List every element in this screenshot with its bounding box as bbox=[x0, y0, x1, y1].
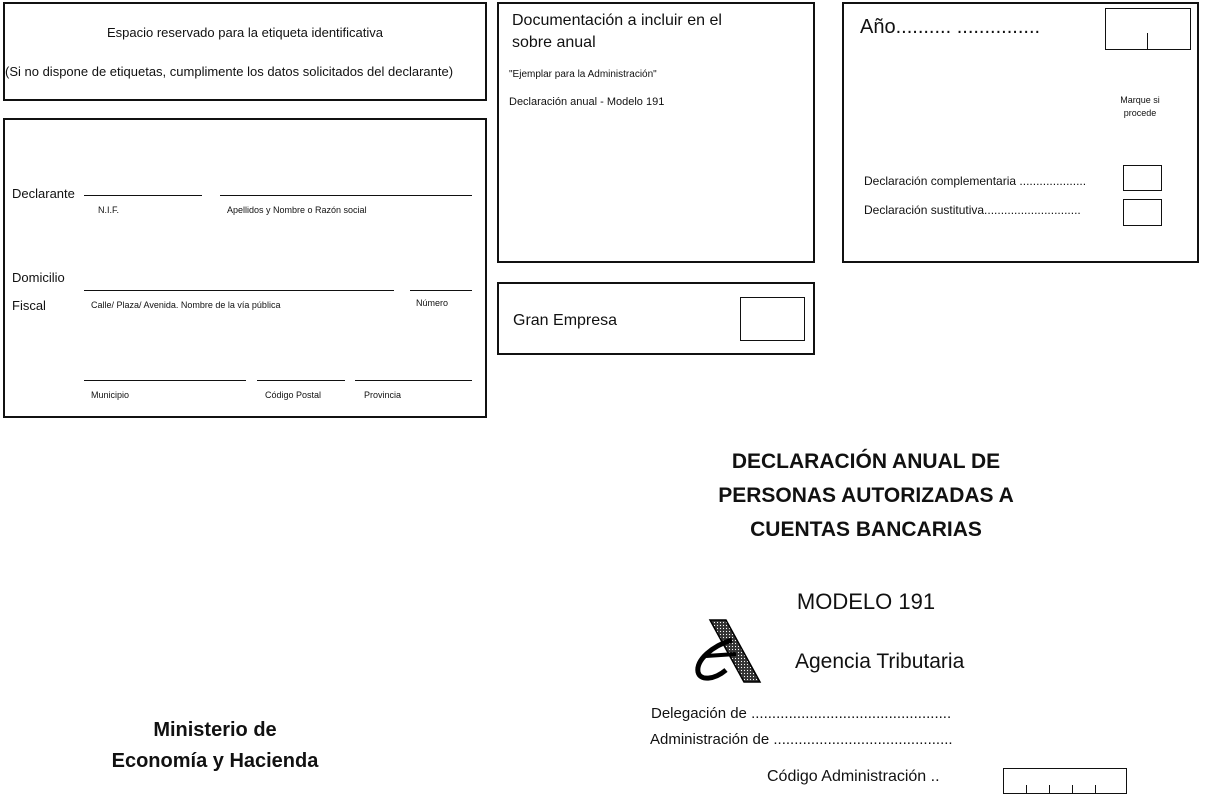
cp-line bbox=[257, 380, 345, 381]
documentation-copy: "Ejemplar para la Administración" bbox=[509, 69, 657, 80]
name-line bbox=[220, 195, 472, 196]
municipio-label: Municipio bbox=[91, 390, 130, 400]
sustitutiva-label: Declaración sustitutiva............................. bbox=[864, 203, 1081, 217]
name-label: Apellidos y Nombre o Razón social bbox=[227, 205, 367, 215]
ministry-line-2: Economía y Hacienda bbox=[111, 750, 319, 772]
code-divider-1 bbox=[1026, 785, 1027, 793]
numero-label: Número bbox=[416, 298, 449, 308]
documentation-title-2: sobre anual bbox=[512, 34, 596, 51]
modelo-label: MODELO 191 bbox=[796, 589, 936, 614]
sustitutiva-checkbox[interactable] bbox=[1123, 199, 1162, 226]
provincia-label: Provincia bbox=[364, 390, 402, 400]
label-reserved-box bbox=[3, 2, 487, 101]
main-title-line-2: PERSONAS AUTORIZADAS A bbox=[718, 484, 1014, 507]
codigo-administracion-label: Código Administración .. bbox=[767, 768, 940, 785]
documentation-model: Declaración anual - Modelo 191 bbox=[509, 96, 665, 108]
agencia-tributaria-logo-icon bbox=[692, 618, 764, 684]
delegacion-label: Delegación de ................................................ bbox=[651, 705, 952, 722]
year-input-divider bbox=[1147, 33, 1148, 49]
street-line bbox=[84, 290, 394, 291]
declarant-box bbox=[3, 118, 487, 418]
fiscal-label: Fiscal bbox=[12, 298, 46, 313]
year-input[interactable] bbox=[1105, 8, 1191, 50]
codigo-administracion-input[interactable] bbox=[1003, 768, 1127, 794]
code-divider-2 bbox=[1049, 785, 1050, 793]
administracion-label: Administración de ........................................... bbox=[650, 731, 953, 748]
marque-label-1: Marque si bbox=[1120, 95, 1160, 105]
gran-empresa-label: Gran Empresa bbox=[513, 312, 618, 329]
number-line bbox=[410, 290, 472, 291]
ano-label: Año.......... ............... bbox=[860, 16, 1041, 38]
main-title-line-1: DECLARACIÓN ANUAL DE bbox=[731, 450, 1001, 473]
gran-empresa-checkbox[interactable] bbox=[740, 297, 805, 341]
municipio-line bbox=[84, 380, 246, 381]
declarante-lead-line bbox=[84, 195, 202, 196]
documentation-title-1: Documentación a incluir en el bbox=[512, 12, 722, 29]
nif-label: N.I.F. bbox=[98, 205, 120, 215]
agency-name: Agencia Tributaria bbox=[795, 650, 965, 673]
code-divider-3 bbox=[1072, 785, 1073, 793]
provincia-line bbox=[355, 380, 472, 381]
domicilio-label: Domicilio bbox=[12, 270, 65, 285]
main-title-line-3: CUENTAS BANCARIAS bbox=[750, 518, 982, 541]
street-label: Calle/ Plaza/ Avenida. Nombre de la vía pública bbox=[91, 300, 281, 310]
code-divider-4 bbox=[1095, 785, 1096, 793]
label-reserved-note: (Si no dispone de etiquetas, cumplimente los datos solicitados del declarante) bbox=[5, 64, 454, 79]
marque-label-2: procede bbox=[1123, 108, 1157, 118]
cp-label: Código Postal bbox=[265, 390, 322, 400]
label-reserved-title: Espacio reservado para la etiqueta identificativa bbox=[106, 25, 384, 40]
ministry-line-1: Ministerio de bbox=[153, 719, 277, 741]
complementaria-label: Declaración complementaria .................... bbox=[864, 174, 1087, 188]
complementaria-checkbox[interactable] bbox=[1123, 165, 1162, 191]
declarante-label: Declarante bbox=[12, 186, 75, 201]
